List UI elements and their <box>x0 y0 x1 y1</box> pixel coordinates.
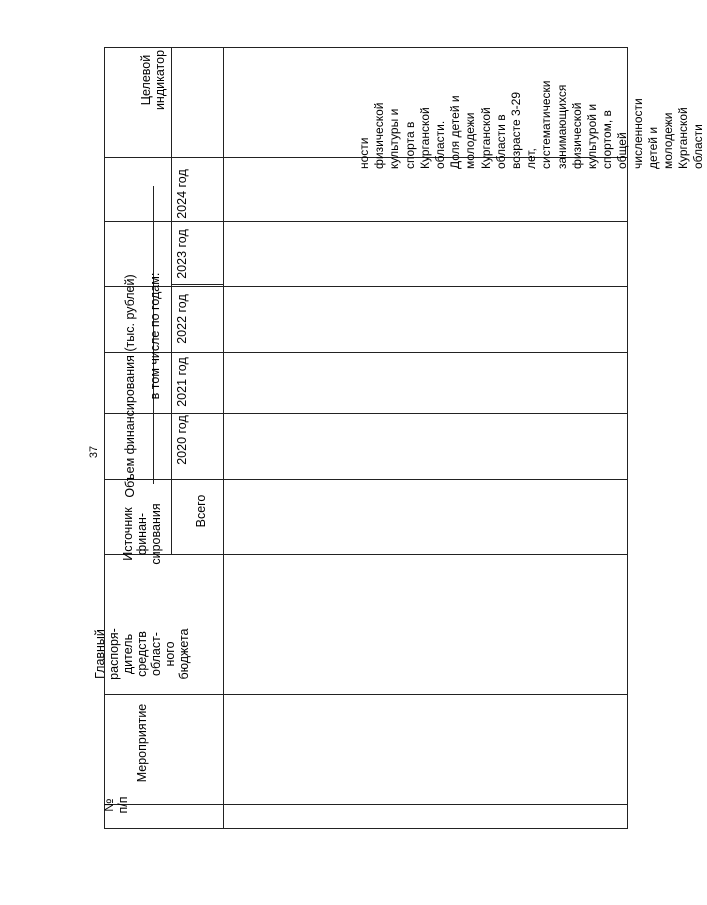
row-divider <box>105 157 223 158</box>
row-divider <box>223 413 627 414</box>
row-divider <box>223 694 627 695</box>
header-by-years: в том числе по годам: <box>148 272 162 400</box>
header-year-2023: 2023 год <box>175 229 189 279</box>
header-target: Целевой индикатор <box>139 49 167 111</box>
row-divider <box>223 479 627 480</box>
header-funding: Объем финансирования (тыс. рублей) <box>123 274 137 498</box>
header-year-2020: 2020 год <box>175 415 189 465</box>
target-indicator-text: ности физической культуры и спорта в Курганской области. Доля детей и молодежи Курганской области в возрасте 3-29 лет, систематически занимающихся физической культурой и спортом, в общей численности детей и молодежи Курганской области <box>357 80 706 169</box>
row-divider <box>223 221 627 222</box>
header-manager: Главный распоря- дитель средств област- ного бюджета <box>93 628 191 680</box>
header-num: № п/п <box>102 796 130 814</box>
row-divider <box>223 554 627 555</box>
header-year-2024: 2024 год <box>175 169 189 219</box>
page-number: 37 <box>88 445 100 459</box>
header-year-2021: 2021 год <box>175 357 189 407</box>
row-divider <box>171 284 223 285</box>
col-divider <box>223 48 224 828</box>
row-divider <box>223 286 627 287</box>
row-divider <box>223 352 627 353</box>
col-divider <box>171 184 172 484</box>
col-divider <box>153 186 154 204</box>
row-divider <box>223 804 627 805</box>
header-year-2022: 2022 год <box>175 294 189 344</box>
header-source: Источник финан- сирования <box>121 503 163 565</box>
header-total: Всего <box>194 494 208 528</box>
header-event: Мероприятие <box>135 703 149 783</box>
